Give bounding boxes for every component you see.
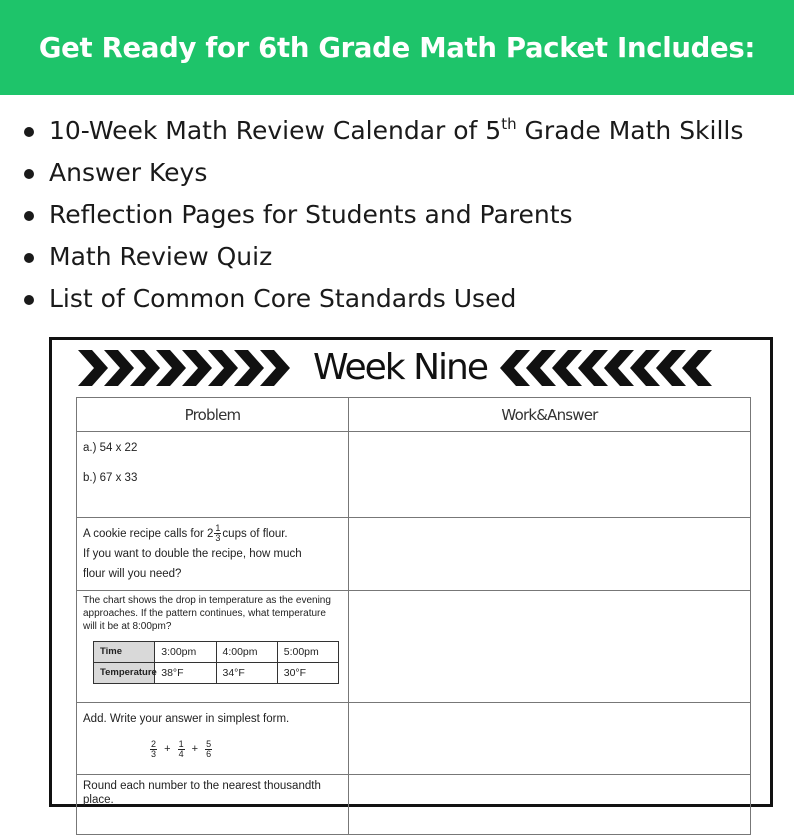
problem-cell: Add. Write your answer in simplest form. $\frac{2}{3}$ + $\frac{1}{4}$ + $\frac{5}{6}$ [77,703,349,775]
list-item: Math Review Quiz [22,236,794,278]
list-item: Answer Keys [22,152,794,194]
problem-cell: A cookie recipe calls for 2 $\frac{1}{3}$ cups of flour. If you want to double the recipe, how much flour will you need? [77,518,349,591]
fraction-expression: $\frac{2}{3}$ + $\frac{1}{4}$ + $\frac{5}{6}$ [151,738,212,759]
worksheet-header [52,340,770,396]
list-item: 10-Week Math Review Calendar of 5th Grade Math Skills [22,110,794,152]
chevron-left-icon [500,350,726,386]
list-item: Reflection Pages for Students and Parents [22,194,794,236]
fraction: $\frac{1}{3}$ [215,523,221,544]
problem-cell: Round each number to the nearest thousandth place. [77,775,349,835]
problem-header: Problem [77,398,349,432]
bullet-icon [24,169,34,179]
chevron-right-icon [78,350,304,386]
table-row [77,518,751,591]
work-answer-cell [349,591,751,703]
bullet-icon [24,127,34,137]
banner-title: Get Ready for 6th Grade Math Packet Includes: [38,31,756,64]
bullet-icon [24,211,34,221]
worksheet-preview [49,337,773,807]
fraction: $\frac{5}{6}$ [206,738,212,759]
bullet-icon [24,295,34,305]
fraction: $\frac{1}{4}$ [178,738,184,759]
work-answer-cell [349,775,751,835]
header-banner [0,0,794,95]
work-answer-cell [349,703,751,775]
work-answer-header: Work&Answer [349,398,751,432]
table-row [77,591,751,703]
problem-cell: a.) 54 x 22 b.) 67 x 33 [77,432,349,518]
table-row [77,432,751,518]
temperature-table: Time 3:00pm 4:00pm 5:00pm Temperature 38°F 34°F 30°F [93,641,339,684]
fraction: $\frac{2}{3}$ [151,738,157,759]
table-row [77,775,751,835]
table-row [77,703,751,775]
problem-table [76,397,751,835]
work-answer-cell [349,518,751,591]
work-answer-cell [349,432,751,518]
bullet-icon [24,253,34,263]
problem-cell: The chart shows the drop in temperature as the evening approaches. If the pattern continues, what temperature will it be at 8:00pm? Time 3:00pm 4:00pm 5:00pm Temperature 38°F 34°F 30°F [77,591,349,703]
includes-list [22,110,794,320]
list-item: List of Common Core Standards Used [22,278,794,320]
worksheet-title: Week Nine [313,347,487,388]
